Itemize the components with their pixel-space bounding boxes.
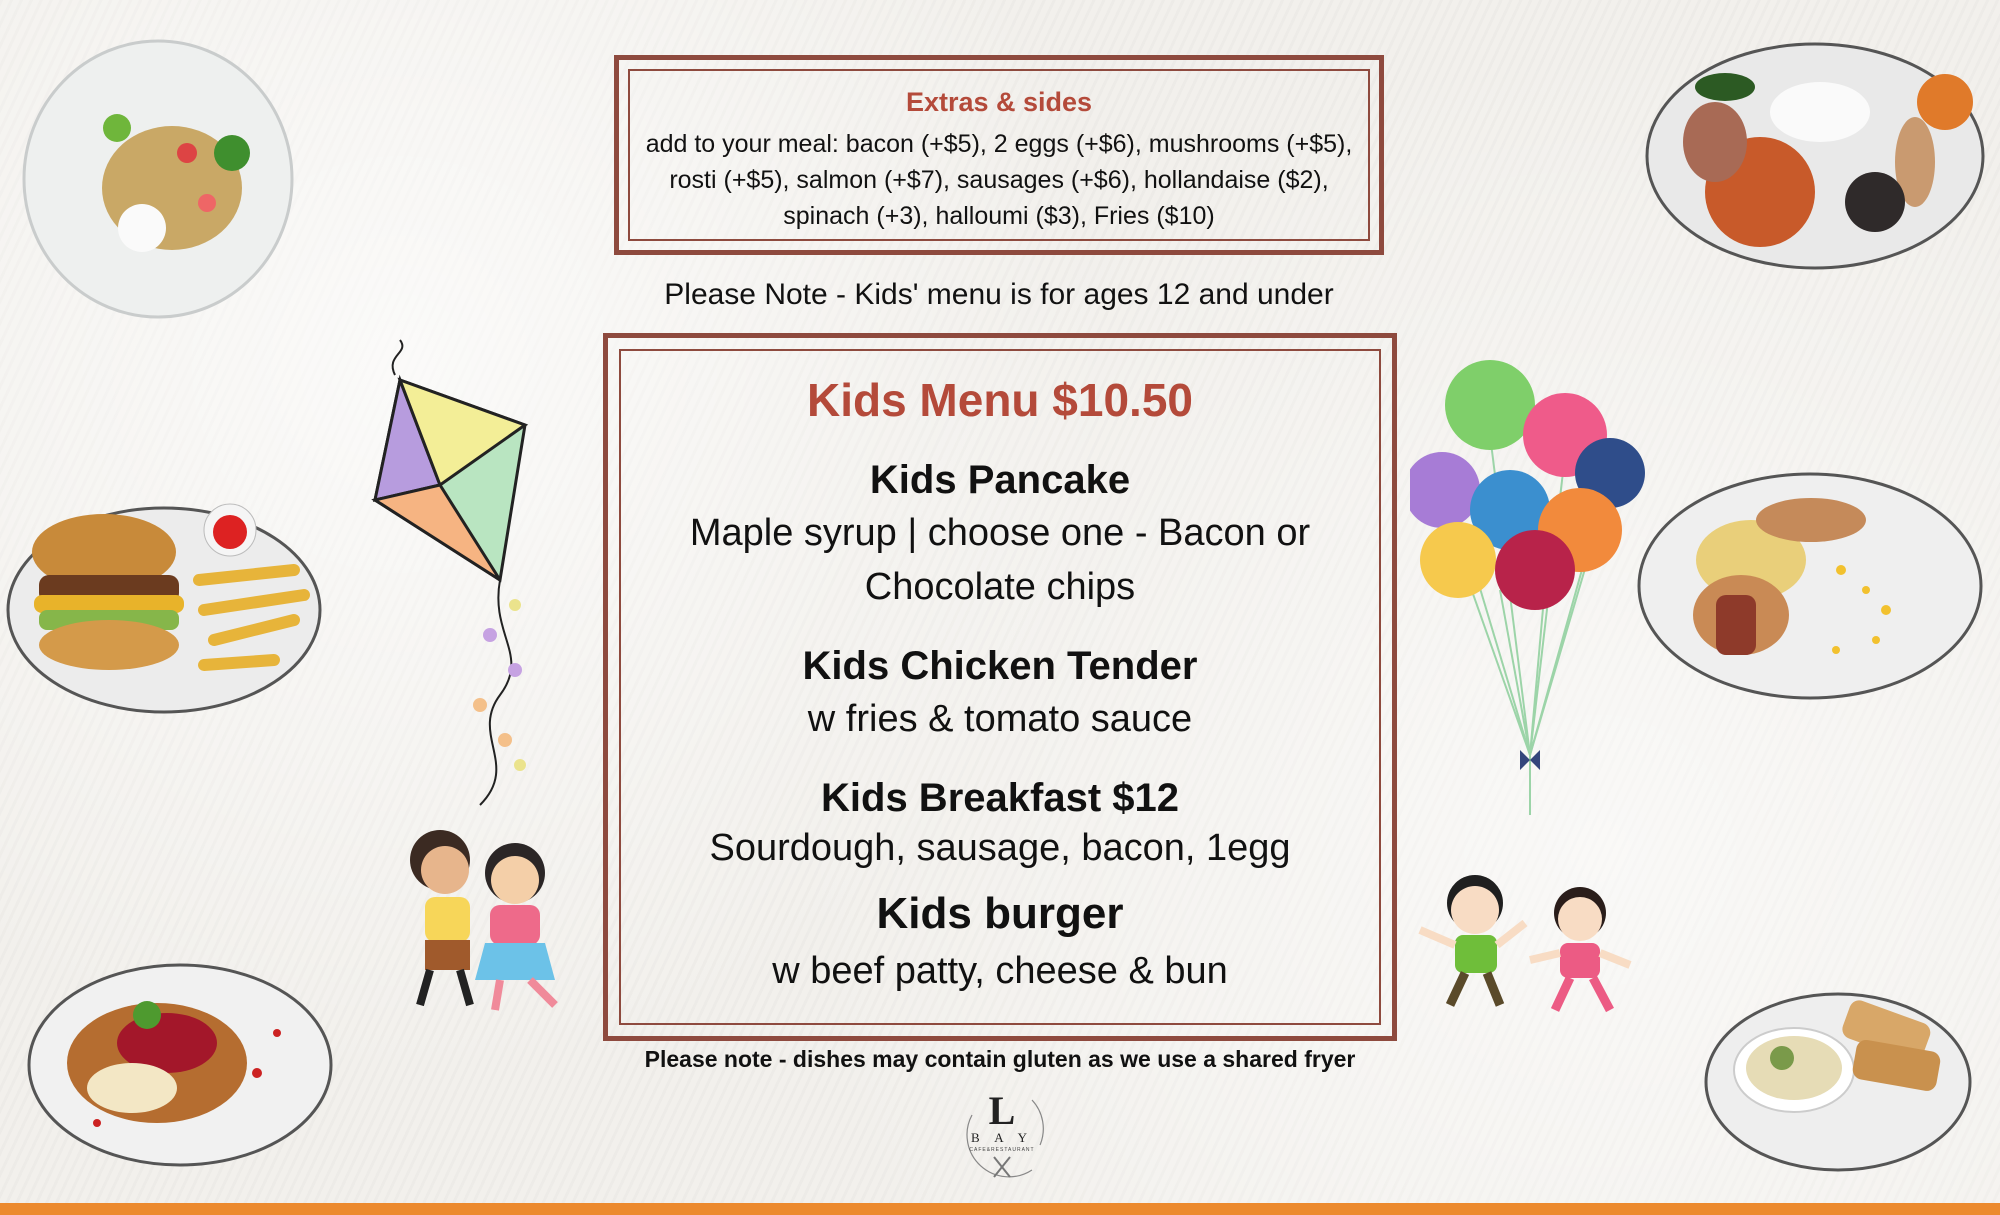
logo-letter: L: [988, 1088, 1016, 1133]
kite-illustration: [330, 335, 560, 815]
plate-burger-fries-image: [4, 500, 324, 715]
item-desc-chicken-tender: w fries & tomato sauce: [807, 698, 1193, 740]
plate-french-toast-image: [27, 963, 333, 1167]
logo-subtitle: CAFE&RESTAURANT: [969, 1147, 1035, 1153]
gluten-note: Please note - dishes may contain gluten as we use a shared fryer: [644, 1046, 1356, 1072]
kids-menu-inner-frame: [619, 349, 1381, 1025]
plate-eggs-benedict-image: [1636, 470, 1984, 702]
extras-text: add to your meal: bacon (+$5), 2 eggs (+$6), mushrooms (+$5), rosti (+$5), salmon (+$7), sausages (+$6), hollandaise ($2), spinach (+3), halloumi ($3), Fries ($10): [645, 130, 1353, 230]
extras-box: [614, 55, 1384, 255]
plate-big-breakfast-image: [1645, 42, 1985, 270]
plate-salad-image: [22, 38, 294, 320]
plate-soup-toast-image: [1704, 990, 1972, 1173]
item-desc-breakfast: Sourdough, sausage, bacon, 1egg: [709, 827, 1291, 869]
extras-inner-frame: [628, 69, 1370, 241]
extras-title: Extras & sides: [905, 87, 1093, 117]
kids-illustration-left: [390, 815, 590, 1015]
balloons-illustration: [1410, 355, 1650, 825]
logo-name: B A Y: [970, 1130, 1034, 1145]
item-name-pancake: Kids Pancake: [869, 458, 1131, 502]
lbay-logo: [952, 1085, 1052, 1185]
age-note: Please Note - Kids' menu is for ages 12 and under: [664, 278, 1334, 311]
kids-illustration-right: [1415, 865, 1640, 1020]
item-name-burger: Kids burger: [876, 889, 1124, 938]
item-desc-pancake: Maple syrup | choose one - Bacon or Chocolate chips: [689, 512, 1311, 608]
item-name-breakfast: Kids Breakfast $12: [821, 776, 1179, 820]
bottom-accent-bar: [0, 1203, 2000, 1215]
kids-menu-box: [603, 333, 1397, 1041]
menu-title: Kids Menu $10.50: [806, 374, 1194, 426]
item-desc-burger: w beef patty, cheese & bun: [772, 950, 1228, 992]
item-name-chicken-tender: Kids Chicken Tender: [802, 644, 1198, 688]
